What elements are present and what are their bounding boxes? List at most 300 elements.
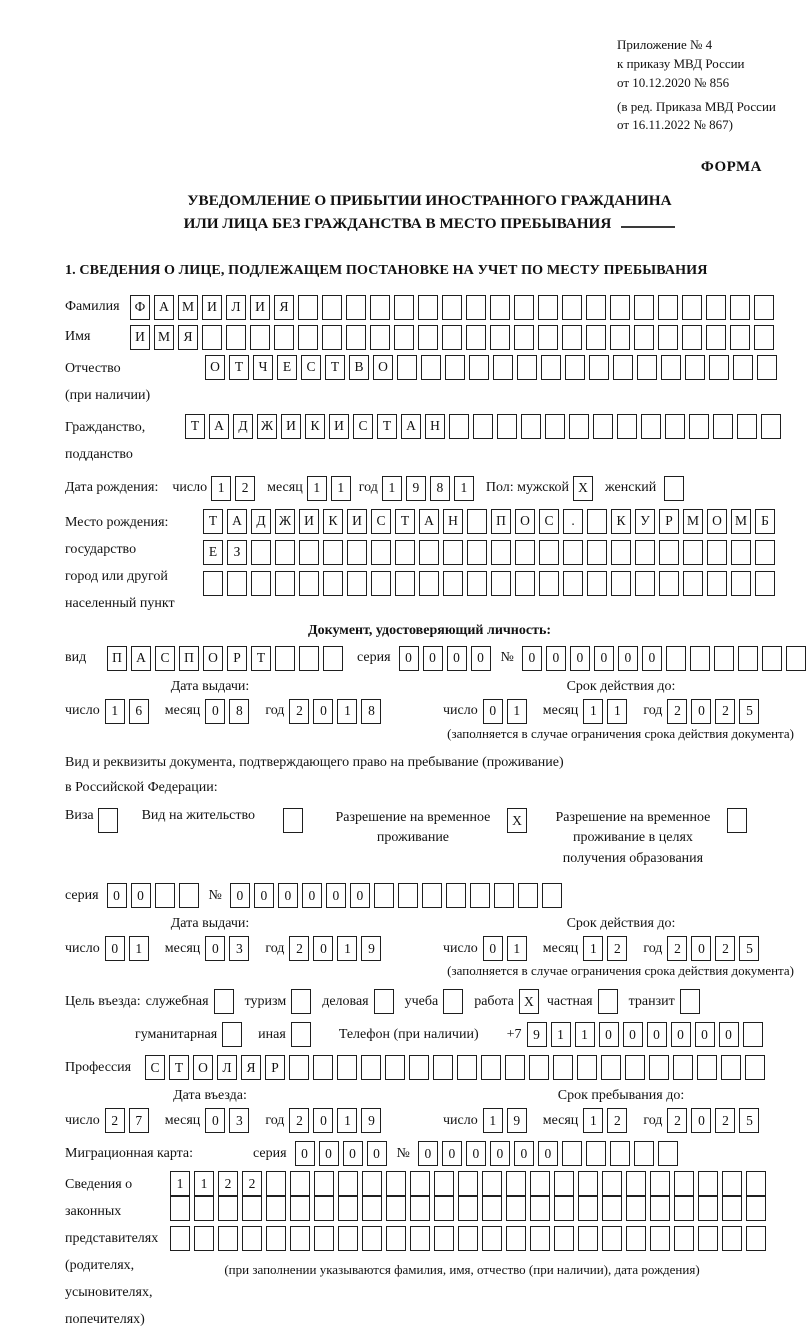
form-cell[interactable]: [610, 1141, 630, 1166]
form-cell[interactable]: Я: [241, 1055, 261, 1080]
form-cell[interactable]: [593, 414, 613, 439]
form-cell[interactable]: [745, 1055, 765, 1080]
form-cell[interactable]: [314, 1171, 334, 1196]
form-cell[interactable]: [610, 325, 630, 350]
form-cell[interactable]: Ж: [275, 509, 295, 534]
form-cell[interactable]: [649, 1055, 669, 1080]
form-cell[interactable]: [658, 325, 678, 350]
form-cell[interactable]: [709, 355, 729, 380]
form-cell[interactable]: [634, 325, 654, 350]
form-cell[interactable]: 3: [229, 1108, 249, 1133]
form-cell[interactable]: [473, 414, 493, 439]
form-cell[interactable]: [395, 540, 415, 565]
form-cell[interactable]: X: [573, 476, 593, 501]
form-cell[interactable]: [554, 1226, 574, 1251]
form-cell[interactable]: [226, 325, 246, 350]
form-cell[interactable]: [374, 989, 394, 1014]
form-cell[interactable]: [291, 989, 311, 1014]
purpose-humanitarian-checkbox[interactable]: [222, 1022, 242, 1047]
temp-residence-education-checkbox[interactable]: [727, 808, 747, 833]
purpose-private-checkbox[interactable]: [598, 989, 618, 1014]
form-cell[interactable]: [250, 325, 270, 350]
form-cell[interactable]: [577, 1055, 597, 1080]
form-cell[interactable]: [347, 540, 367, 565]
form-cell[interactable]: [518, 883, 538, 908]
form-cell[interactable]: С: [371, 509, 391, 534]
form-cell[interactable]: П: [179, 646, 199, 671]
form-cell[interactable]: 0: [522, 646, 542, 671]
form-cell[interactable]: [530, 1226, 550, 1251]
form-cell[interactable]: [490, 325, 510, 350]
form-cell[interactable]: [419, 571, 439, 596]
form-cell[interactable]: З: [227, 540, 247, 565]
form-cell[interactable]: [443, 571, 463, 596]
form-cell[interactable]: [386, 1226, 406, 1251]
form-cell[interactable]: [218, 1226, 238, 1251]
form-cell[interactable]: [322, 295, 342, 320]
form-cell[interactable]: Т: [169, 1055, 189, 1080]
form-cell[interactable]: 9: [361, 1108, 381, 1133]
form-cell[interactable]: [466, 325, 486, 350]
form-cell[interactable]: 1: [607, 699, 627, 724]
form-cell[interactable]: Т: [229, 355, 249, 380]
form-cell[interactable]: [362, 1196, 382, 1221]
form-cell[interactable]: 1: [129, 936, 149, 961]
form-cell[interactable]: [786, 646, 806, 671]
form-cell[interactable]: 7: [129, 1108, 149, 1133]
form-cell[interactable]: [637, 355, 657, 380]
form-cell[interactable]: [222, 1022, 242, 1047]
form-cell[interactable]: [515, 571, 535, 596]
form-cell[interactable]: [682, 295, 702, 320]
form-cell[interactable]: [421, 355, 441, 380]
form-cell[interactable]: 0: [623, 1022, 643, 1047]
form-cell[interactable]: [587, 509, 607, 534]
form-cell[interactable]: С: [353, 414, 373, 439]
form-cell[interactable]: И: [130, 325, 150, 350]
form-cell[interactable]: [470, 883, 490, 908]
form-cell[interactable]: 1: [483, 1108, 503, 1133]
form-cell[interactable]: [493, 355, 513, 380]
form-cell[interactable]: 0: [546, 646, 566, 671]
form-cell[interactable]: [506, 1226, 526, 1251]
form-cell[interactable]: 1: [170, 1171, 190, 1196]
form-cell[interactable]: [314, 1226, 334, 1251]
form-cell[interactable]: [290, 1226, 310, 1251]
form-cell[interactable]: 0: [671, 1022, 691, 1047]
form-cell[interactable]: [611, 540, 631, 565]
form-cell[interactable]: [697, 1055, 717, 1080]
form-cell[interactable]: [323, 571, 343, 596]
form-cell[interactable]: [491, 540, 511, 565]
form-cell[interactable]: 1: [337, 936, 357, 961]
form-cell[interactable]: [514, 295, 534, 320]
form-cell[interactable]: [578, 1171, 598, 1196]
form-cell[interactable]: 2: [715, 1108, 735, 1133]
form-cell[interactable]: У: [635, 509, 655, 534]
purpose-official-checkbox[interactable]: [214, 989, 234, 1014]
form-cell[interactable]: [661, 355, 681, 380]
form-cell[interactable]: [542, 883, 562, 908]
form-cell[interactable]: [397, 355, 417, 380]
form-cell[interactable]: [737, 414, 757, 439]
form-cell[interactable]: 9: [361, 936, 381, 961]
form-cell[interactable]: [545, 414, 565, 439]
form-cell[interactable]: [514, 325, 534, 350]
form-cell[interactable]: 2: [607, 936, 627, 961]
form-cell[interactable]: 0: [295, 1141, 315, 1166]
form-cell[interactable]: 3: [229, 936, 249, 961]
form-cell[interactable]: А: [227, 509, 247, 534]
form-cell[interactable]: 1: [507, 936, 527, 961]
form-cell[interactable]: [601, 1055, 621, 1080]
form-cell[interactable]: [449, 414, 469, 439]
form-cell[interactable]: [538, 325, 558, 350]
form-cell[interactable]: [371, 571, 391, 596]
form-cell[interactable]: [275, 571, 295, 596]
form-cell[interactable]: 0: [418, 1141, 438, 1166]
form-cell[interactable]: [418, 295, 438, 320]
form-cell[interactable]: В: [349, 355, 369, 380]
form-cell[interactable]: 0: [302, 883, 322, 908]
form-cell[interactable]: 0: [423, 646, 443, 671]
form-cell[interactable]: К: [611, 509, 631, 534]
form-cell[interactable]: [515, 540, 535, 565]
form-cell[interactable]: [361, 1055, 381, 1080]
form-cell[interactable]: [521, 414, 541, 439]
form-cell[interactable]: 2: [218, 1171, 238, 1196]
form-cell[interactable]: 0: [367, 1141, 387, 1166]
form-cell[interactable]: [290, 1196, 310, 1221]
form-cell[interactable]: [442, 295, 462, 320]
form-cell[interactable]: Т: [251, 646, 271, 671]
form-cell[interactable]: 8: [361, 699, 381, 724]
form-cell[interactable]: 1: [382, 476, 402, 501]
form-cell[interactable]: [458, 1196, 478, 1221]
form-cell[interactable]: С: [155, 646, 175, 671]
form-cell[interactable]: 0: [642, 646, 662, 671]
form-cell[interactable]: [617, 414, 637, 439]
form-cell[interactable]: [362, 1226, 382, 1251]
form-cell[interactable]: [266, 1226, 286, 1251]
form-cell[interactable]: 1: [583, 699, 603, 724]
form-cell[interactable]: [602, 1171, 622, 1196]
form-cell[interactable]: [722, 1171, 742, 1196]
form-cell[interactable]: А: [154, 295, 174, 320]
purpose-transit-checkbox[interactable]: [680, 989, 700, 1014]
form-cell[interactable]: [482, 1196, 502, 1221]
form-cell[interactable]: [202, 325, 222, 350]
form-cell[interactable]: [338, 1226, 358, 1251]
form-cell[interactable]: [170, 1196, 190, 1221]
form-cell[interactable]: 5: [739, 699, 759, 724]
form-cell[interactable]: [698, 1226, 718, 1251]
form-cell[interactable]: 2: [667, 936, 687, 961]
form-cell[interactable]: [314, 1196, 334, 1221]
form-cell[interactable]: [323, 646, 343, 671]
form-cell[interactable]: [443, 540, 463, 565]
form-cell[interactable]: 0: [205, 936, 225, 961]
form-cell[interactable]: [466, 295, 486, 320]
form-cell[interactable]: [626, 1171, 646, 1196]
form-cell[interactable]: [706, 325, 726, 350]
form-cell[interactable]: [754, 295, 774, 320]
form-cell[interactable]: 0: [105, 936, 125, 961]
form-cell[interactable]: К: [323, 509, 343, 534]
form-cell[interactable]: [569, 414, 589, 439]
form-cell[interactable]: [538, 295, 558, 320]
form-cell[interactable]: [650, 1171, 670, 1196]
form-cell[interactable]: [562, 295, 582, 320]
form-cell[interactable]: [529, 1055, 549, 1080]
form-cell[interactable]: [722, 1226, 742, 1251]
form-cell[interactable]: 0: [343, 1141, 363, 1166]
form-cell[interactable]: 0: [205, 699, 225, 724]
form-cell[interactable]: [467, 571, 487, 596]
form-cell[interactable]: 1: [211, 476, 231, 501]
form-cell[interactable]: [418, 325, 438, 350]
form-cell[interactable]: [761, 414, 781, 439]
form-cell[interactable]: [530, 1196, 550, 1221]
form-cell[interactable]: [155, 883, 175, 908]
form-cell[interactable]: [194, 1226, 214, 1251]
form-cell[interactable]: [370, 325, 390, 350]
form-cell[interactable]: [299, 571, 319, 596]
form-cell[interactable]: [754, 325, 774, 350]
form-cell[interactable]: 0: [691, 1108, 711, 1133]
form-cell[interactable]: [674, 1196, 694, 1221]
form-cell[interactable]: [613, 355, 633, 380]
form-cell[interactable]: Ж: [257, 414, 277, 439]
form-cell[interactable]: 0: [399, 646, 419, 671]
form-cell[interactable]: [727, 808, 747, 833]
form-cell[interactable]: 1: [454, 476, 474, 501]
form-cell[interactable]: 0: [719, 1022, 739, 1047]
form-cell[interactable]: [680, 989, 700, 1014]
form-cell[interactable]: [386, 1171, 406, 1196]
form-cell[interactable]: [445, 355, 465, 380]
form-cell[interactable]: 0: [326, 883, 346, 908]
form-cell[interactable]: [733, 355, 753, 380]
form-cell[interactable]: [458, 1171, 478, 1196]
form-cell[interactable]: [313, 1055, 333, 1080]
form-cell[interactable]: 0: [313, 1108, 333, 1133]
form-cell[interactable]: [626, 1196, 646, 1221]
form-cell[interactable]: [634, 295, 654, 320]
form-cell[interactable]: [494, 883, 514, 908]
form-cell[interactable]: [338, 1196, 358, 1221]
form-cell[interactable]: [658, 295, 678, 320]
form-cell[interactable]: [664, 476, 684, 501]
form-cell[interactable]: Я: [274, 295, 294, 320]
form-cell[interactable]: Р: [227, 646, 247, 671]
form-cell[interactable]: 0: [514, 1141, 534, 1166]
form-cell[interactable]: 0: [254, 883, 274, 908]
form-cell[interactable]: [565, 355, 585, 380]
form-cell[interactable]: [194, 1196, 214, 1221]
form-cell[interactable]: О: [515, 509, 535, 534]
form-cell[interactable]: 0: [471, 646, 491, 671]
form-cell[interactable]: [283, 808, 303, 833]
form-cell[interactable]: [698, 1171, 718, 1196]
form-cell[interactable]: [214, 989, 234, 1014]
form-cell[interactable]: [746, 1226, 766, 1251]
purpose-business-checkbox[interactable]: [374, 989, 394, 1014]
form-cell[interactable]: 0: [618, 646, 638, 671]
form-cell[interactable]: [266, 1171, 286, 1196]
form-cell[interactable]: П: [107, 646, 127, 671]
form-cell[interactable]: [682, 325, 702, 350]
form-cell[interactable]: 0: [691, 936, 711, 961]
form-cell[interactable]: 1: [194, 1171, 214, 1196]
form-cell[interactable]: 1: [307, 476, 327, 501]
form-cell[interactable]: 0: [483, 936, 503, 961]
form-cell[interactable]: [598, 989, 618, 1014]
form-cell[interactable]: [562, 325, 582, 350]
form-cell[interactable]: [275, 646, 295, 671]
form-cell[interactable]: [562, 1141, 582, 1166]
form-cell[interactable]: 5: [739, 1108, 759, 1133]
form-cell[interactable]: И: [347, 509, 367, 534]
form-cell[interactable]: [685, 355, 705, 380]
form-cell[interactable]: 9: [406, 476, 426, 501]
form-cell[interactable]: [491, 571, 511, 596]
form-cell[interactable]: [482, 1171, 502, 1196]
form-cell[interactable]: [98, 808, 118, 833]
form-cell[interactable]: [530, 1171, 550, 1196]
form-cell[interactable]: [227, 571, 247, 596]
form-cell[interactable]: [506, 1171, 526, 1196]
form-cell[interactable]: [602, 1226, 622, 1251]
visa-checkbox[interactable]: [98, 808, 118, 833]
form-cell[interactable]: 0: [695, 1022, 715, 1047]
form-cell[interactable]: [578, 1226, 598, 1251]
form-cell[interactable]: [505, 1055, 525, 1080]
form-cell[interactable]: [362, 1171, 382, 1196]
form-cell[interactable]: 2: [289, 1108, 309, 1133]
form-cell[interactable]: 0: [691, 699, 711, 724]
form-cell[interactable]: И: [202, 295, 222, 320]
form-cell[interactable]: [539, 540, 559, 565]
form-cell[interactable]: [683, 571, 703, 596]
form-cell[interactable]: [323, 540, 343, 565]
form-cell[interactable]: [346, 295, 366, 320]
form-cell[interactable]: [634, 1141, 654, 1166]
form-cell[interactable]: [738, 646, 758, 671]
form-cell[interactable]: [755, 571, 775, 596]
form-cell[interactable]: 2: [667, 699, 687, 724]
purpose-tourism-checkbox[interactable]: [291, 989, 311, 1014]
form-cell[interactable]: Л: [226, 295, 246, 320]
form-cell[interactable]: [218, 1196, 238, 1221]
form-cell[interactable]: [409, 1055, 429, 1080]
purpose-other-checkbox[interactable]: [291, 1022, 311, 1047]
form-cell[interactable]: [434, 1196, 454, 1221]
form-cell[interactable]: [346, 325, 366, 350]
form-cell[interactable]: И: [299, 509, 319, 534]
form-cell[interactable]: 2: [715, 699, 735, 724]
form-cell[interactable]: 0: [483, 699, 503, 724]
form-cell[interactable]: 9: [507, 1108, 527, 1133]
form-cell[interactable]: [553, 1055, 573, 1080]
form-cell[interactable]: [589, 355, 609, 380]
form-cell[interactable]: 0: [230, 883, 250, 908]
form-cell[interactable]: Я: [178, 325, 198, 350]
form-cell[interactable]: [762, 646, 782, 671]
form-cell[interactable]: [251, 571, 271, 596]
form-cell[interactable]: 2: [235, 476, 255, 501]
form-cell[interactable]: [714, 646, 734, 671]
form-cell[interactable]: С: [145, 1055, 165, 1080]
form-cell[interactable]: 1: [105, 699, 125, 724]
form-cell[interactable]: [746, 1171, 766, 1196]
form-cell[interactable]: 0: [538, 1141, 558, 1166]
form-cell[interactable]: [578, 1196, 598, 1221]
purpose-work-checkbox[interactable]: [519, 989, 539, 1014]
form-cell[interactable]: [170, 1226, 190, 1251]
form-cell[interactable]: [337, 1055, 357, 1080]
form-cell[interactable]: [322, 325, 342, 350]
form-cell[interactable]: [554, 1171, 574, 1196]
form-cell[interactable]: Т: [185, 414, 205, 439]
form-cell[interactable]: [743, 1022, 763, 1047]
form-cell[interactable]: [610, 295, 630, 320]
form-cell[interactable]: [467, 509, 487, 534]
form-cell[interactable]: Д: [233, 414, 253, 439]
form-cell[interactable]: [203, 571, 223, 596]
form-cell[interactable]: И: [250, 295, 270, 320]
form-cell[interactable]: [755, 540, 775, 565]
form-cell[interactable]: М: [683, 509, 703, 534]
form-cell[interactable]: [713, 414, 733, 439]
form-cell[interactable]: [650, 1226, 670, 1251]
form-cell[interactable]: [251, 540, 271, 565]
form-cell[interactable]: [611, 571, 631, 596]
form-cell[interactable]: А: [209, 414, 229, 439]
form-cell[interactable]: [457, 1055, 477, 1080]
form-cell[interactable]: 0: [313, 699, 333, 724]
form-cell[interactable]: [371, 540, 391, 565]
form-cell[interactable]: [665, 414, 685, 439]
form-cell[interactable]: 0: [594, 646, 614, 671]
form-cell[interactable]: 0: [107, 883, 127, 908]
form-cell[interactable]: 0: [442, 1141, 462, 1166]
temp-residence-checkbox[interactable]: [507, 808, 527, 833]
form-cell[interactable]: 2: [105, 1108, 125, 1133]
form-cell[interactable]: О: [193, 1055, 213, 1080]
form-cell[interactable]: [299, 646, 319, 671]
form-cell[interactable]: [419, 540, 439, 565]
form-cell[interactable]: О: [205, 355, 225, 380]
form-cell[interactable]: [625, 1055, 645, 1080]
form-cell[interactable]: [698, 1196, 718, 1221]
form-cell[interactable]: [506, 1196, 526, 1221]
form-cell[interactable]: 2: [715, 936, 735, 961]
form-cell[interactable]: Ч: [253, 355, 273, 380]
form-cell[interactable]: [469, 355, 489, 380]
form-cell[interactable]: 2: [607, 1108, 627, 1133]
form-cell[interactable]: 0: [313, 936, 333, 961]
form-cell[interactable]: 1: [331, 476, 351, 501]
form-cell[interactable]: [707, 571, 727, 596]
form-cell[interactable]: Д: [251, 509, 271, 534]
form-cell[interactable]: [291, 1022, 311, 1047]
form-cell[interactable]: [650, 1196, 670, 1221]
form-cell[interactable]: 0: [319, 1141, 339, 1166]
form-cell[interactable]: [374, 883, 394, 908]
form-cell[interactable]: 0: [447, 646, 467, 671]
form-cell[interactable]: Е: [203, 540, 223, 565]
